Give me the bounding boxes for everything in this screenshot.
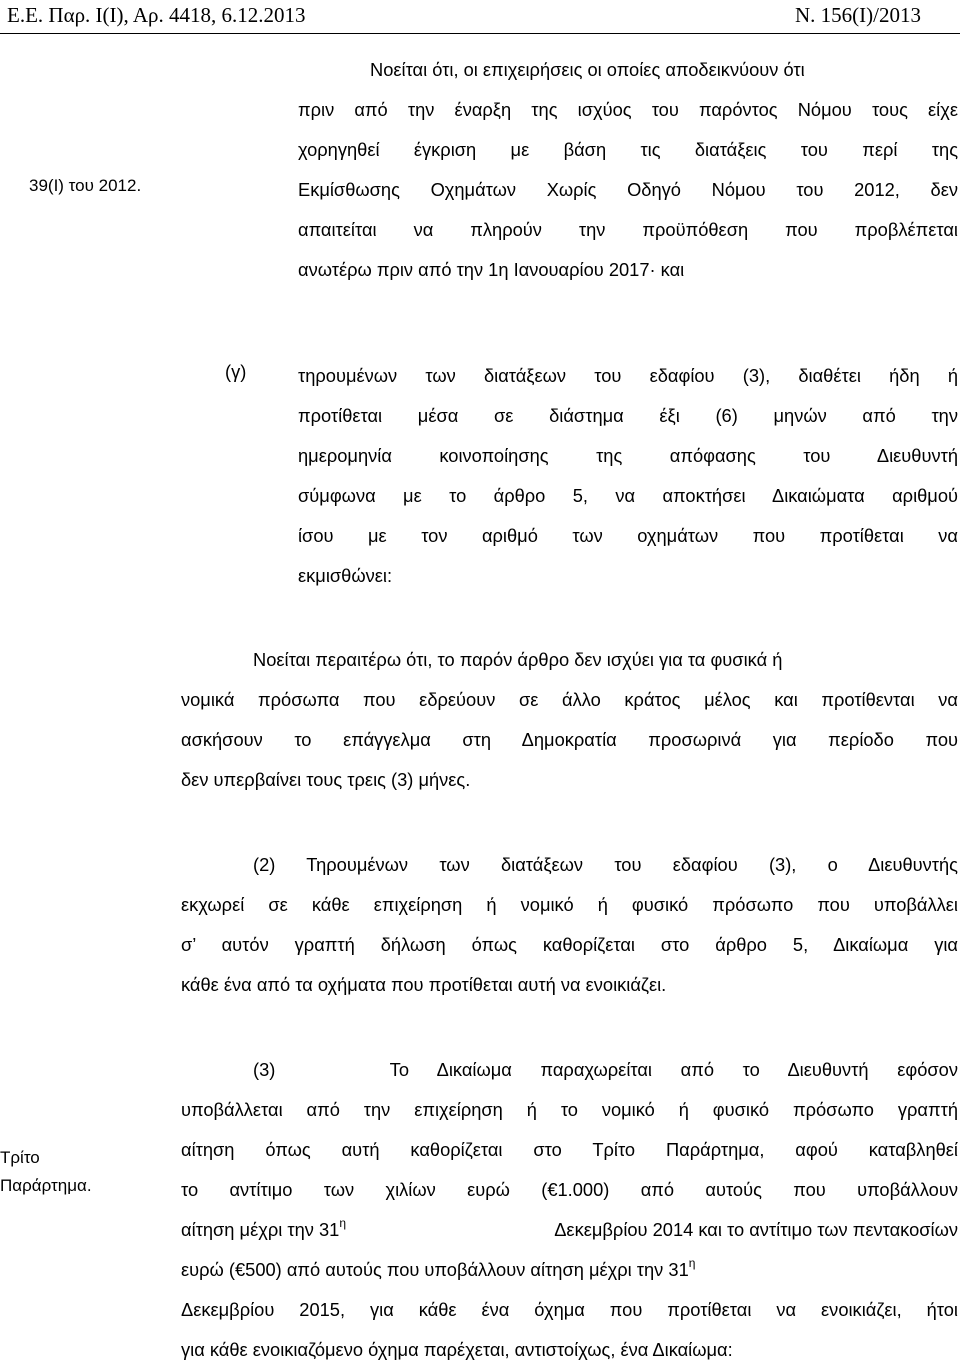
margin-note-line: Τρίτο (0, 1148, 40, 1167)
text-line: αίτηση όπως αυτή καθορίζεται στο Τρίτο Παράρτημα, αφού καταβληθεί (181, 1139, 958, 1160)
text-line: πριν από την έναρξη της ισχύος του παρόντος Νόμου τους είχε (298, 99, 958, 120)
text-line: απαιτείται να πληρούν την προϋπόθεση που προβλέπεται (298, 219, 958, 240)
text-line-with-superscript (181, 1250, 958, 1290)
text-line: Εκμίσθωσης Οχημάτων Χωρίς Οδηγό Νόμου του 2012, δεν (298, 179, 958, 200)
text-line: υποβάλλεται από την επιχείρηση ή το νομικό ή φυσικό πρόσωπο γραπτή (181, 1099, 958, 1120)
text-line: ίσου με τον αριθμό των οχημάτων που προτίθεται να (298, 525, 958, 546)
text-line: προτίθεται μέσα σε διάστημα έξι (6) μηνών από την (298, 405, 958, 426)
paragraph-proviso-other-member-state (181, 640, 958, 800)
text-line: σύμφωνα με το άρθρο 5, να αποκτήσει Δικαιώματα αριθμού (298, 485, 958, 506)
header-law-number: Ν. 156(Ι)/2013 (795, 3, 921, 27)
text-line: σ’ αυτόν γραπτή δήλωση όπως καθορίζεται στο άρθρο 5, Δικαίωμα για (181, 934, 958, 955)
text-line: νομικά πρόσωπα που εδρεύουν σε άλλο κράτος μέλος και προτίθενται να (181, 689, 958, 710)
ordinal-superscript: η (688, 1256, 696, 1270)
text-line: κάθε ένα από τα οχήματα που προτίθεται αυτή να ενοικιάζει. (181, 974, 667, 995)
text-line: χορηγηθεί έγκριση με βάση τις διατάξεις του περί της (298, 139, 958, 160)
paragraph-proviso-existing-approvals (298, 50, 958, 290)
text-fragment: αίτηση μέχρι την 31 (181, 1219, 340, 1240)
text-line: τηρουμένων των διατάξεων του εδαφίου (3), διαθέτει ήδη ή (298, 365, 958, 386)
header-rule (0, 33, 960, 34)
text-line: Δεκεμβρίου 2015, για κάθε ένα όχημα που προτίθεται να ενοικιάζει, ήτοι (181, 1299, 958, 1320)
text-line-with-superscript (181, 1210, 958, 1250)
ordinal-superscript: η (339, 1216, 346, 1230)
text-fragment: ευρώ (€500) από αυτούς που υποβάλλουν αίτηση μέχρι την 31 (181, 1259, 689, 1280)
text-line: Νοείται περαιτέρω ότι, το παρόν άρθρο δεν ισχύει για τα φυσικά ή (253, 649, 783, 670)
text-line: το αντίτιμο των χιλίων ευρώ (€1.000) από αυτούς που υποβάλλουν (181, 1179, 958, 1200)
paragraph-subsection-2 (181, 845, 958, 1005)
margin-note-line: Παράρτημα. (0, 1176, 92, 1195)
text-line: (2) Τηρουμένων των διατάξεων του εδαφίου (3), ο Διευθυντής (253, 854, 958, 875)
item-marker-g: (γ) (225, 361, 247, 382)
text-line: ανωτέρω πριν από την 1η Ιανουαρίου 2017· και (298, 259, 685, 280)
text-line: δεν υπερβαίνει τους τρεις (3) μήνες. (181, 769, 471, 790)
text-line: ασκήσουν το επάγγελμα στη Δημοκρατία προσωρινά για περίοδο που (181, 729, 958, 750)
header-gazette-reference: Ε.Ε. Παρ. Ι(Ι), Αρ. 4418, 6.12.2013 (7, 3, 306, 27)
text-line: Νοείται ότι, οι επιχειρήσεις οι οποίες αποδεικνύουν ότι (370, 59, 805, 80)
paragraph-subsection-3 (181, 1050, 958, 1370)
text-fragment (181, 1210, 346, 1250)
text-line: εκμισθώνει: (298, 565, 393, 586)
text-line: εκχωρεί σε κάθε επιχείρηση ή νομικό ή φυσικό πρόσωπο που υποβάλλει (181, 894, 958, 915)
text-line: (3) Το Δικαίωμα παραχωρείται από το Διευθυντή εφόσον (253, 1059, 958, 1080)
text-line: ημερομηνία κοινοποίησης της απόφασης του Διευθυντή (298, 445, 958, 466)
margin-note-law-reference: 39(Ι) του 2012. (29, 176, 142, 195)
text-fragment: Δεκεμβρίου 2014 και το αντίτιμο των πεντακοσίων (554, 1219, 958, 1240)
paragraph-item-g (298, 356, 958, 596)
margin-note-third-annex (0, 1144, 92, 1200)
text-line: για κάθε ενοικιαζόμενο όχημα παρέχεται, αντιστοίχως, ένα Δικαίωμα: (181, 1339, 733, 1360)
